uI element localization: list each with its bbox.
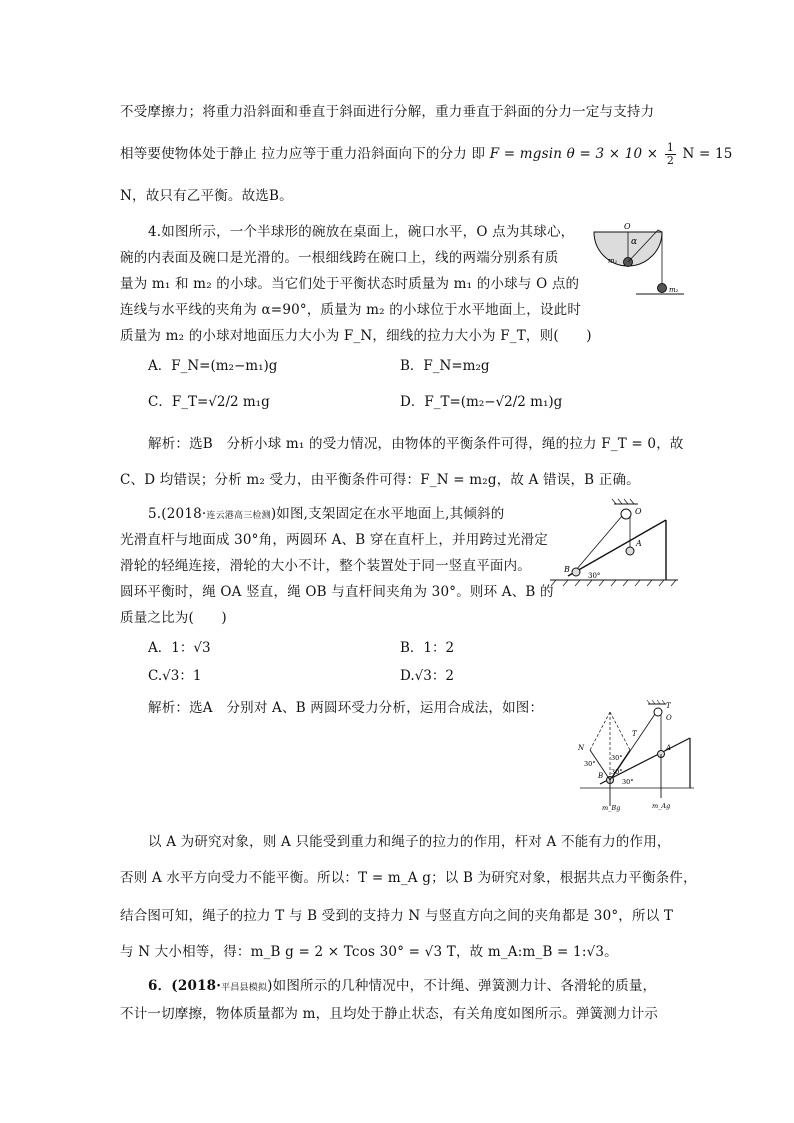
label-B: B: [564, 565, 570, 574]
fraction-denominator: 2: [666, 154, 675, 167]
incline-figure: [548, 498, 682, 590]
ceiling-hatch: [647, 700, 665, 704]
paragraph-line: 不受摩擦力；将重力沿斜面和垂直于斜面进行分解，重力垂直于斜面的分力一定与支持力: [120, 104, 655, 120]
question-line: 碗的内表面及碗口是光滑的。一根细线跨在碗口上，线的两端分别系有质: [120, 250, 559, 266]
option-c: C.√3：1: [148, 668, 202, 684]
source-tag: 连云港高三检测: [206, 511, 271, 521]
source-tag: 平昌县模拟: [221, 983, 268, 993]
answer-line: 否则 A 水平方向受力不能平衡。所以：T = m_A g；以 B 为研究对象，根据共点力平衡条件，: [120, 870, 697, 886]
answer-line: C、D 均错误；分析 m₂ 受力，由平衡条件可得：F_N = m₂g，故 A 错误，B 正确。: [120, 472, 640, 488]
answer-line: 结合图可知，绳子的拉力 T 与 B 受到的支持力 N 与竖直方向之间的夹角都是 30°，所以 T: [120, 908, 674, 924]
label-N: N: [578, 744, 585, 752]
pulley: [621, 509, 631, 519]
rope-OB: [576, 516, 622, 570]
question-line: [148, 974, 656, 994]
question-line: 量为 m₁ 和 m₂ 的小球。当它们处于平衡状态时质量为 m₁ 的小球与 O 点的: [120, 276, 580, 292]
option-d: D.√3：2: [400, 668, 454, 684]
label-mAg: m_Ag: [652, 802, 671, 810]
label-T-top: T: [666, 702, 671, 710]
angle-label: 30°: [611, 768, 623, 776]
fraction-numerator: 1: [666, 141, 675, 154]
label-alpha: α: [631, 237, 638, 247]
option-c: C．F_T=√2/2 m₁g: [148, 394, 270, 410]
label-T: T: [632, 730, 637, 738]
question-line: 不计一切摩擦，物体质量都为 m，且均处于静止状态，有关角度如图所示。弹簧测力计示: [120, 1006, 659, 1022]
rod: [568, 520, 666, 576]
label-m2: m₂: [669, 286, 679, 294]
angle-label: 30°: [622, 778, 634, 786]
answer-line: 解析：选B 分析小球 m₁ 的受力情况，由物体的平衡条件可得，绳的拉力 F_T = 0，故: [148, 436, 684, 452]
text-run: )如图,支架固定在水平地面上,其倾斜的: [270, 506, 505, 522]
option-b: B．1：2: [400, 640, 455, 656]
label-O: O: [635, 507, 642, 516]
force-diagram: [570, 698, 700, 812]
label-angle: 30°: [588, 572, 601, 580]
fraction: [665, 142, 676, 167]
label-A: A: [666, 744, 672, 752]
option-d: D．F_T=(m₂−√2/2 m₁)g: [400, 394, 563, 410]
formula: F = mgsin θ = 3 × 10 ×: [489, 146, 659, 162]
dashed-side-1: [590, 712, 610, 750]
angle-label: 30°: [584, 760, 596, 768]
angle-label: 30°: [611, 754, 623, 762]
label-mBg: m_Bg: [602, 804, 621, 812]
ground-hatch: [551, 580, 676, 586]
label-O: O: [624, 222, 631, 231]
question-line: 质量之比为( ): [120, 610, 227, 626]
option-a: A．F_N=(m₂−m₁)g: [148, 358, 278, 374]
question-line: 质量为 m₂ 的小球对地面压力大小为 F_N，细线的拉力大小为 F_T，则( ): [120, 328, 592, 344]
paragraph-line: N，故只有乙平衡。故选B。: [120, 188, 293, 204]
answer-line: 以 A 为研究对象，则 A 只能受到重力和绳子的拉力的作用，杆对 A 不能有力的作用，: [148, 834, 671, 850]
m2-ball: [658, 284, 667, 293]
question-line: [148, 502, 504, 522]
question-number: 6．(2018·: [148, 978, 222, 994]
text-run: 相等要使物体处于静止 拉力应等于重力沿斜面向下的分力 即: [120, 146, 486, 162]
paragraph-line: [120, 142, 733, 167]
question-line: 连线与水平线的夹角为 α=90°，质量为 m₂ 的小球位于水平地面上，设此时: [120, 302, 582, 318]
label-O: O: [666, 714, 672, 722]
label-B: B: [598, 772, 604, 780]
answer-line: 与 N 大小相等，得：m_B g = 2 × Tcos 30° = √3 T，故 m_A:m_B = 1:√3。: [120, 944, 618, 960]
question-line: 光滑直杆与地面成 30°角，两圆环 A、B 穿在直杆上，并用跨过光滑定: [120, 532, 548, 548]
dashed-side-2: [610, 712, 630, 750]
question-line: 滑轮的轻绳连接，滑轮的大小不计，整个装置处于同一竖直平面内。: [120, 558, 531, 574]
question-line: 圆环平衡时，绳 OA 竖直，绳 OB 与直杆间夹角为 30°。则环 A、B 的: [120, 584, 554, 600]
option-b: B．F_N=m₂g: [400, 358, 490, 374]
question-line: 4.如图所示，一个半球形的碗放在桌面上，碗口水平，O 点为其球心，: [148, 224, 575, 240]
question-number: 5.(2018·: [148, 506, 207, 522]
text-run: N = 15: [682, 146, 733, 162]
text-run: )如图所示的几种情况中，不计绳、弹簧测力计、各滑轮的质量，: [267, 978, 657, 994]
label-m1: m₁: [608, 257, 618, 265]
ring-B: [572, 568, 580, 576]
bowl-figure: [588, 218, 688, 302]
ring-A: [626, 547, 634, 555]
option-a: A．1：√3: [148, 640, 211, 656]
answer-line: 解析：选A 分别对 A、B 两圆环受力分析，运用合成法，如图：: [148, 700, 544, 716]
label-A: A: [636, 539, 642, 548]
ceiling-hatch: [612, 499, 634, 504]
